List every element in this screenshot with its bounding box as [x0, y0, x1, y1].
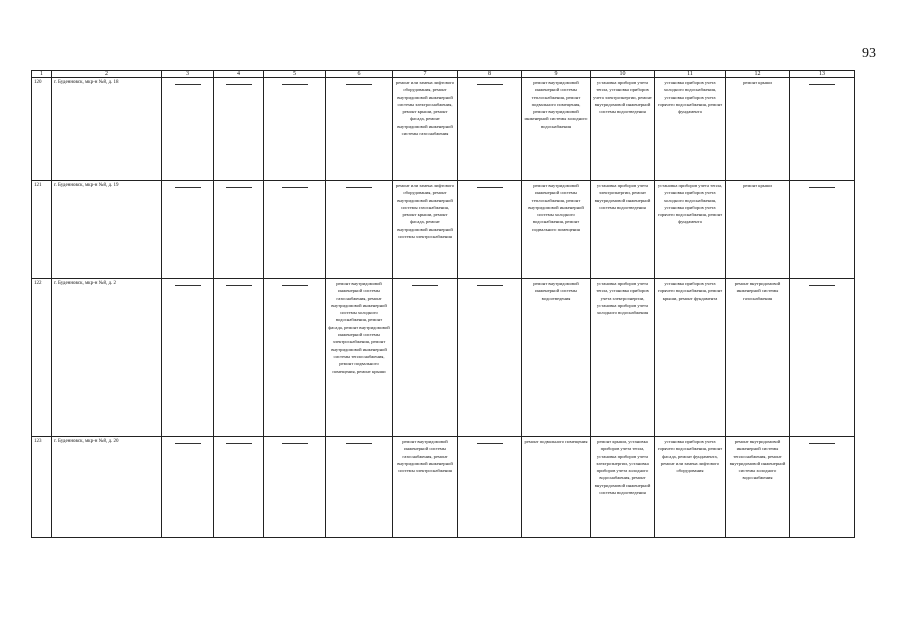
table-row	[32, 279, 855, 437]
column-number: 1	[32, 71, 52, 78]
work-cell: ремонт внутридомовой инженерной системы теплоснабжения, ремонт внутридомовой инженерной системы холодного водоснабжения, ремонт подвального помещения	[522, 181, 591, 279]
work-cell: установка приборов учета тепла, установка приборов учета холодного водоснабжения, установка приборов учета горячего водоснабжения, ремонт фундамента	[655, 181, 726, 279]
dash-mark	[282, 443, 308, 444]
row-number: 121	[32, 181, 52, 279]
empty-cell	[162, 437, 214, 538]
dash-mark	[477, 187, 503, 188]
repair-schedule-table	[31, 70, 855, 538]
dash-mark	[477, 285, 503, 286]
empty-cell	[264, 279, 326, 437]
column-number: 12	[726, 71, 790, 78]
column-numbers-row	[32, 71, 855, 78]
work-cell: ремонт внутридомовой инженерной системы водоотведения	[522, 279, 591, 437]
address-cell: г. Буденновск, мкр-н №8, д. 18	[52, 78, 162, 181]
row-number: 122	[32, 279, 52, 437]
dash-mark	[175, 285, 201, 286]
column-number: 9	[522, 71, 591, 78]
dash-mark	[282, 285, 308, 286]
empty-cell	[458, 78, 522, 181]
dash-mark	[282, 187, 308, 188]
dash-mark	[809, 84, 835, 85]
work-cell: ремонт подвального помещения	[522, 437, 591, 538]
work-cell: ремонт крыши, установка приборов учета тепла, установка приборов учета электроэнергии, установка приборов учета холодного водоснабжения, ремонт внутридомовой инженерной системы водоотведения	[591, 437, 655, 538]
work-cell: ремонт крыши	[726, 181, 790, 279]
column-number: 4	[214, 71, 264, 78]
column-number: 2	[52, 71, 162, 78]
work-cell: установка приборов учета тепла, установка приборов учета электроэнергии, установка приборов учета холодного водоснабжения	[591, 279, 655, 437]
column-number: 10	[591, 71, 655, 78]
address-cell: г. Буденновск, мкр-н №8, д. 2	[52, 279, 162, 437]
dash-mark	[175, 443, 201, 444]
empty-cell	[326, 181, 393, 279]
dash-mark	[346, 187, 372, 188]
work-cell: ремонт внутридомовой инженерной системы теплоснабжения, ремонт подвального помещения, ремонт внутридомовой инженерной системы холодного водоснабжения	[522, 78, 591, 181]
column-number: 5	[264, 71, 326, 78]
work-cell: установка приборов учета горячего водоснабжения, ремонт фасада, ремонт фундамента, ремонт или замена лифтового оборудования	[655, 437, 726, 538]
empty-cell	[393, 279, 458, 437]
dash-mark	[477, 443, 503, 444]
empty-cell	[264, 78, 326, 181]
empty-cell	[162, 279, 214, 437]
empty-cell	[214, 279, 264, 437]
work-cell: установка приборов учета тепла, установка приборов учета электроэнергии, ремонт внутридомовой инженерной системы водоотведения	[591, 78, 655, 181]
empty-cell	[214, 181, 264, 279]
address-cell: г. Буденновск, мкр-н №8, д. 19	[52, 181, 162, 279]
empty-cell	[162, 78, 214, 181]
empty-cell	[214, 78, 264, 181]
dash-mark	[226, 443, 252, 444]
dash-mark	[175, 187, 201, 188]
empty-cell	[326, 437, 393, 538]
work-cell: установка приборов учета горячего водоснабжения, ремонт крыши, ремонт фундамента	[655, 279, 726, 437]
empty-cell	[458, 181, 522, 279]
work-cell: установка приборов учета электроэнергии, ремонт внутридомовой инженерной системы водоотведения	[591, 181, 655, 279]
page-number: 93	[862, 46, 876, 61]
empty-cell	[264, 181, 326, 279]
table-row	[32, 181, 855, 279]
work-cell: ремонт или замена лифтового оборудования, ремонт внутридомовой инженерной системы газоснабжения, ремонт крыши, ремонт фасада, ремонт внутридомовой инженерной системы электроснабжения	[393, 181, 458, 279]
work-cell: ремонт крыши	[726, 78, 790, 181]
dash-mark	[477, 84, 503, 85]
column-number: 8	[458, 71, 522, 78]
work-cell: установка приборов учета холодного водоснабжения, установка приборов учета горячего водоснабжения, ремонт фундамента	[655, 78, 726, 181]
dash-mark	[809, 443, 835, 444]
dash-mark	[346, 443, 372, 444]
work-cell: ремонт внутридомовой инженерной системы теплоснабжения, ремонт внутридомовой инженерной системы холодного водоснабжения	[726, 437, 790, 538]
table-row	[32, 437, 855, 538]
dash-mark	[175, 84, 201, 85]
dash-mark	[412, 285, 438, 286]
work-cell: ремонт внутридомовой инженерной системы газоснабжения, ремонт внутридомовой инженерной системы холодного водоснабжения, ремонт фасада, ремонт внутридомовой инженерной системы электроснабжения, ремонт внутридомовой инженерной системы теплоснабжения, ремонт подвального помещения, ремонт крыши	[326, 279, 393, 437]
row-number: 120	[32, 78, 52, 181]
work-cell: ремонт внутридомовой инженерной системы газоснабжения	[726, 279, 790, 437]
dash-mark	[346, 84, 372, 85]
empty-cell	[790, 437, 855, 538]
empty-cell	[264, 437, 326, 538]
work-cell: ремонт или замена лифтового оборудования, ремонт внутридомовой инженерной системы электроснабжения, ремонт крыши, ремонт фасада, ремонт внутридомовой инженерной системы газоснабжения	[393, 78, 458, 181]
empty-cell	[326, 78, 393, 181]
row-number: 123	[32, 437, 52, 538]
dash-mark	[226, 285, 252, 286]
dash-mark	[226, 187, 252, 188]
work-cell: ремонт внутридомовой инженерной системы газоснабжения, ремонт внутридомовой инженерной системы электроснабжения	[393, 437, 458, 538]
address-cell: г. Буденновск, мкр-н №8, д. 20	[52, 437, 162, 538]
dash-mark	[809, 285, 835, 286]
empty-cell	[458, 279, 522, 437]
dash-mark	[809, 187, 835, 188]
dash-mark	[226, 84, 252, 85]
column-number: 3	[162, 71, 214, 78]
empty-cell	[790, 78, 855, 181]
column-number: 13	[790, 71, 855, 78]
column-number: 11	[655, 71, 726, 78]
empty-cell	[162, 181, 214, 279]
empty-cell	[214, 437, 264, 538]
empty-cell	[790, 279, 855, 437]
empty-cell	[790, 181, 855, 279]
empty-cell	[458, 437, 522, 538]
column-number: 7	[393, 71, 458, 78]
dash-mark	[282, 84, 308, 85]
table-row	[32, 78, 855, 181]
column-number: 6	[326, 71, 393, 78]
